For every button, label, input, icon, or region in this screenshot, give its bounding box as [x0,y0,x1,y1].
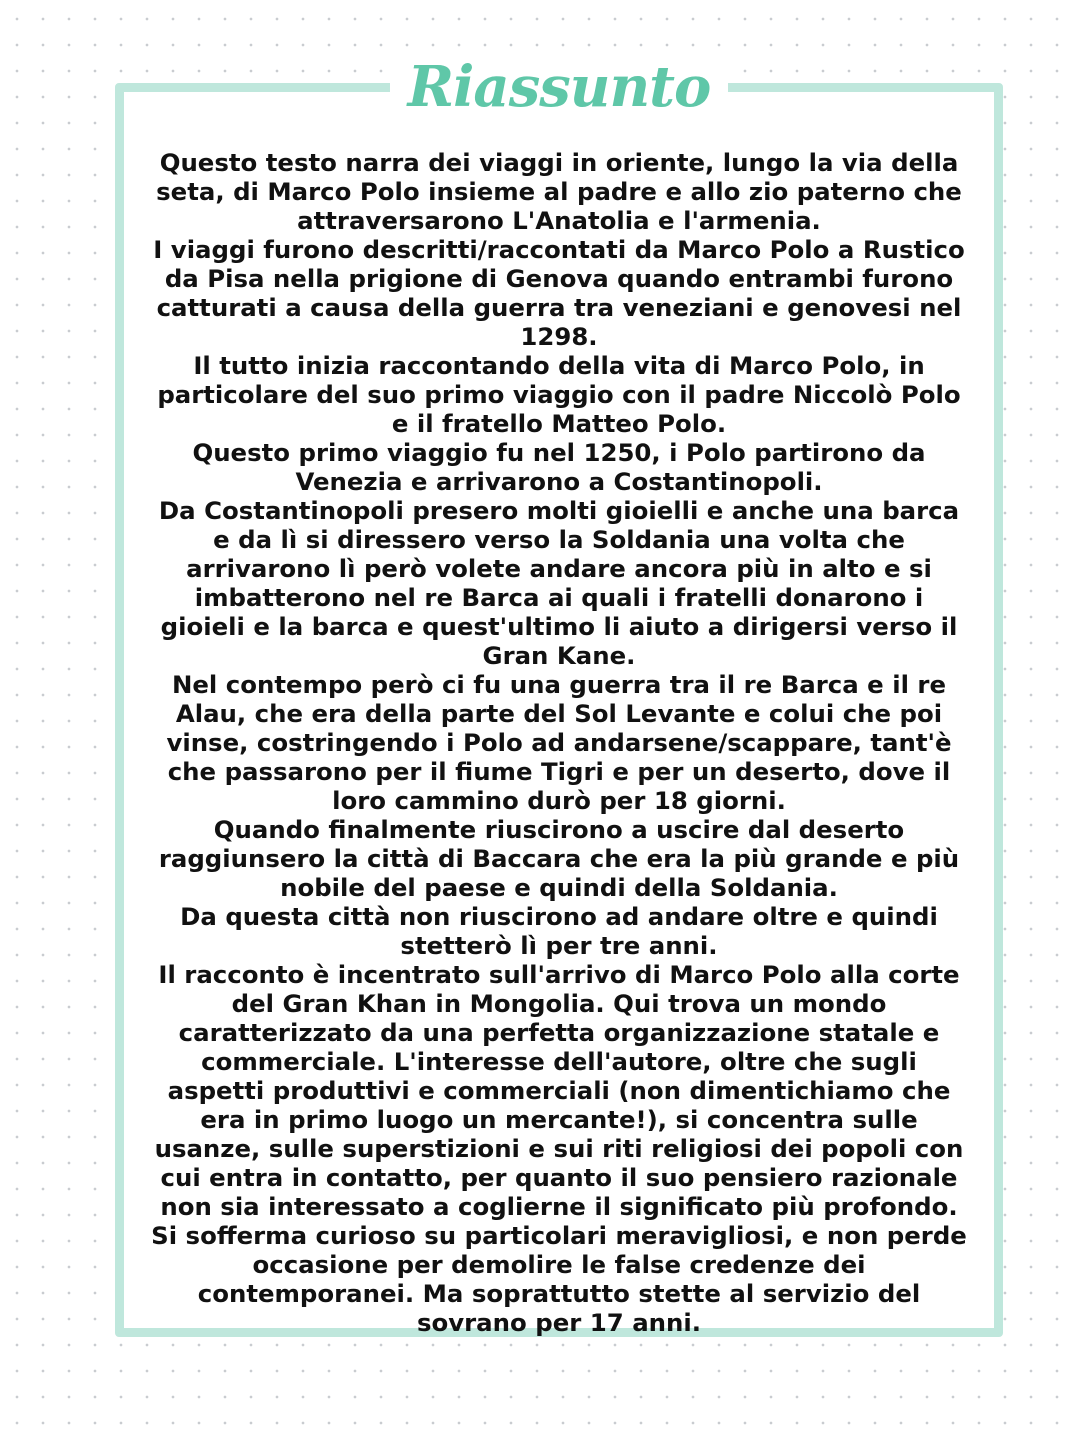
summary-card [115,54,1003,1337]
title-wrap [124,52,994,122]
paragraph-1: Questo testo narra dei viaggi in oriente, lungo la via della seta, di Marco Polo insieme al padre e allo zio paterno che attraversarono L'Anatolia e l'armenia. [156,148,962,235]
summary-text [150,148,968,1337]
paragraph-7: Quando finalmente riuscirono a uscire dal deserto raggiunsero la città di Baccara che era la più grande e più nobile del paese e quindi della Soldania. [158,815,960,902]
paragraph-3: Il tutto inizia raccontando della vita di Marco Polo, in particolare del suo primo viaggio con il padre Niccolò Polo e il fratello Matteo Polo. [157,351,961,438]
page-title: Riassunto [390,52,729,122]
paragraph-9: Il racconto è incentrato sull'arrivo di Marco Polo alla corte del Gran Khan in Mongolia. Qui trova un mondo caratterizzato da una perfetta organizzazione statale e commerciale. L'interesse dell'autore, oltre che sugli aspetti produttivi e commerciali (non dimentichiamo che era in primo luogo un mercante!), si concentra sulle usanze, sulle superstizioni e sui riti religiosi dei popoli con cui entra in contatto, per quanto il suo pensiero razionale non sia interessato a coglierne il significato più profondo. Si sofferma curioso su particolari meravigliosi, e non perde occasione per demolire le false credenze dei contemporanei. Ma soprattutto stette al servizio del sovrano per 17 anni. [151,960,967,1337]
paragraph-8: Da questa città non riuscirono ad andare oltre e quindi stetterò lì per tre anni. [180,902,938,960]
paragraph-2: I viaggi furono descritti/raccontati da Marco Polo a Rustico da Pisa nella prigione di Genova quando entrambi furono catturati a causa della guerra tra veneziani e genovesi nel 1298. [153,235,965,351]
paragraph-5: Da Costantinopoli presero molti gioielli e anche una barca e da lì si diressero verso la Soldania una volta che arrivarono lì però volete andare ancora più in alto e si imbatterono nel re Barca ai quali i fratelli donarono i gioieli e la barca e quest'ultimo li aiuto a dirigersi verso il Gran Kane. [158,496,960,670]
paragraph-4: Questo primo viaggio fu nel 1250, i Polo partirono da Venezia e arrivarono a Costantinopoli. [192,438,926,496]
paragraph-6: Nel contempo però ci fu una guerra tra il re Barca e il re Alau, che era della parte del Sol Levante e colui che poi vinse, costringendo i Polo ad andarsene/scappare, tant'è che passarono per il fiume Tigri e per un deserto, dove il loro cammino durò per 18 giorni. [166,670,952,815]
